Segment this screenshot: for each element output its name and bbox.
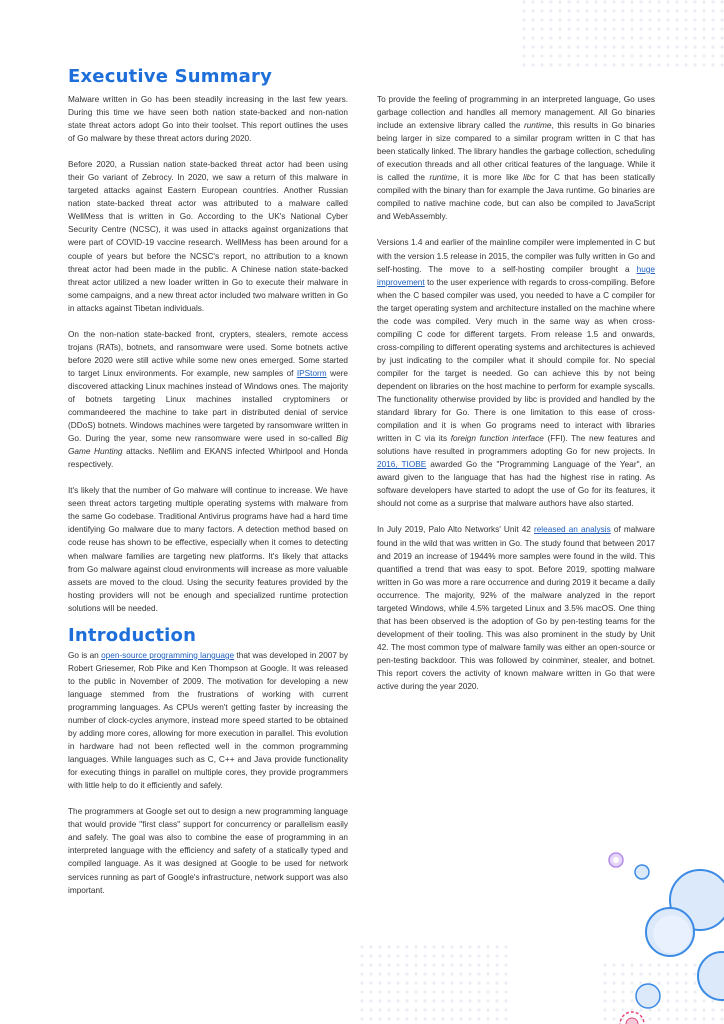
intro-paragraph-3: To provide the feeling of programming in an interpreted language, Go uses garbage collection and handles all memory management. All Go binaries include an extensive library called the runtime, this results in Go binaries being larger in size compared to a similar program written in C that has been statically linked. The library handles the garbage collection, scheduling of execution threads and all other critical features of the language. While it is called the runtime, it is more like libc for C that has been statically compiled with the binary than for example the Java runtime. Go binaries are compiled to native machine code, but can also be compiled to JavaScript and WebAssembly. <box>377 95 656 222</box>
released-analysis-link[interactable]: released an analysis <box>533 525 611 535</box>
ipstorm-link[interactable]: IPStorm <box>296 368 327 378</box>
exec-paragraph-1: Malware written in Go has been steadily increasing in the last few years. During this time we have seen both nation state-backed and non-nation state threat actors adopt Go into their toolset. This report outlines the uses of Go malware by these threat actors during 2020. <box>68 95 348 144</box>
huge-improvement-link[interactable]: huge improvement <box>377 264 655 287</box>
intro-paragraph-1: Go is an open-source programming language that was developed in 2007 by Robert Griesemer, Rob Pike and Ken Thompson at Google. It was released to the public in November of 2009. The motivation for developing a new language stemmed from the frustrations of working with current programming languages. As CPUs weren't getting faster by increasing the number of clock-cycles anymore, instead more speed started to be obtained by adding more cores, allowing for more execution in parallel. This evolution in hardware had not been reflected well in the common programming languages. While languages such as C, C++ and Java provide functionality for executing things in parallel on multiple cores, they provide programmers with little help to do it efficiently and safely. <box>68 650 348 791</box>
left-column <box>68 93 348 910</box>
dot-grid-top-right <box>520 0 724 72</box>
tiobe-link[interactable]: 2016, TIOBE <box>377 460 427 470</box>
decorative-circles <box>609 853 724 1024</box>
executive-summary-heading: Executive Summary <box>68 66 273 87</box>
open-source-language-link[interactable]: open-source programming language <box>101 650 235 660</box>
dot-grid-bottom <box>360 940 510 1024</box>
exec-paragraph-3: On the non-nation state-backed front, crypters, stealers, remote access trojans (RATs), botnets, and ransomware were used. Some botnets active before 2020 were still active while some new ones emerged. Some started to target Linux environments. For example, new samples of IPStorm were discovered attacking Linux machines instead of Windows ones. The majority of botnets targeting Linux machines installed cryptominers or commandeered the machine to take part in distributed denial of service (DDoS) botnets. Windows machines were targeted by ransomware written in Go. During the year, some new ransomware were used in so-called Big Game Hunting attacks. Nefilim and EKANS infected Whirlpool and Honda respectively. <box>68 329 348 470</box>
right-column <box>377 93 655 706</box>
intro-paragraph-5: In July 2019, Palo Alto Networks' Unit 42 released an analysis of malware found in the wild that was written in Go. The study found that between 2017 and 2019 an increase of 1944% more samples were found in the wild. This quantified a trend that was easy to spot. Before 2019, spotting malware written in Go was more a rare occurrence and during 2019 it became a daily occurrence. The majority, 92% of the malware analyzed in the report targeted Windows, while 4.5% targeted Linux and 3.5% macOS. One thing that has been observed is the adoption of Go by pen-testing teams for the development of their tooling. This was also prominent in the study by Unit 42. The most common type of malware family was either an open-source or pen-testing backdoor. This was followed by coinminer, stealer, and botnet. This report covers the activity of known malware written in Go that were active during the year 2020. <box>377 525 656 692</box>
dot-grid-bottom-right <box>600 960 724 1024</box>
exec-paragraph-2: Before 2020, a Russian nation state-backed threat actor had been using their Go variant of Zebrocy. In 2020, we saw a return of this malware in targeted attacks against Eastern European countries. Another Russian nation state-backed threat actor was attributed to a malware called WellMess that is written in Go. According to the UK's National Cyber Security Centre (NCSC), it was used in attacks against organizations that were part of COVID-19 vaccine research. WellMess has been around for a couple of years but before the NCSC's report, no attribution to a known threat actor had been made in the public. A Chinese nation state-backed threat actor utilized a new loader written in Go to execute their malware in some campaigns, and a new threat actor included two malware written in Go in attacks against Tibetan individuals. <box>68 160 348 313</box>
introduction-heading: Introduction <box>68 624 197 646</box>
exec-paragraph-4: It's likely that the number of Go malware will continue to increase. We have seen threat actors targeting multiple operating systems with malware from the same Go codebase. Traditional Antivirus programs have had a hard time identifying Go malware due to many factors. A detection method based on code reuse has shown to be effective, especially when it comes to detecting when malware families are targeting new platforms. It's likely that attacks from Go malware against cloud environments will increase as more valuable assets are moved to the cloud. Using the security features provided by the hosting providers will not be enough and specialized runtime protection solutions will be needed. <box>68 486 348 613</box>
intro-paragraph-2: The programmers at Google set out to design a new programming language that would provide "first class" support for concurrency or parallelism easily and safely. The goal was also to combine the ease of programming in an interpreted language with the efficiency and safety of a statically typed and compiled language. As it was designed at Google to be used for network services running as part of Google's infrastructure, network support was also important. <box>68 807 348 895</box>
intro-paragraph-4: Versions 1.4 and earlier of the mainline compiler were implemented in C but with the version 1.5 release in 2015, the compiler was fully written in Go and self-hosting. The move to a self-hosting compiler brought a huge improvement to the user experience with regards to cross-compiling. Before when the C based compiler was used, you needed to have a C compiler for the target operating system and architecture installed on the machine where the code was compiled. Very much in the same way as when cross-compiling C code for different targets. From release 1.5 and onwards, cross-compiling to different operating systems and architectures is achieved by just indicating to the compiler what it should compile for. No special compiler for the target is needed. Go can achieve this by not being dependent on libraries on the host machine to perform for example syscalls. The functionality otherwise provided by libc is provided and handled by the standard library for Go. There is one limitation to this ease of cross-compilation and it is when Go programs need to interact with libraries written in C via its foreign function interface (FFI). The new features and solutions have resulted in programmers adopting Go for new projects. In 2016, TIOBE awarded Go the "Programming Language of the Year", an award given to the language that has had the highest rise in rating. As software developers have started to adopt the use of Go for its features, it should not come as a surprise that malware authors have also started. <box>377 238 656 509</box>
